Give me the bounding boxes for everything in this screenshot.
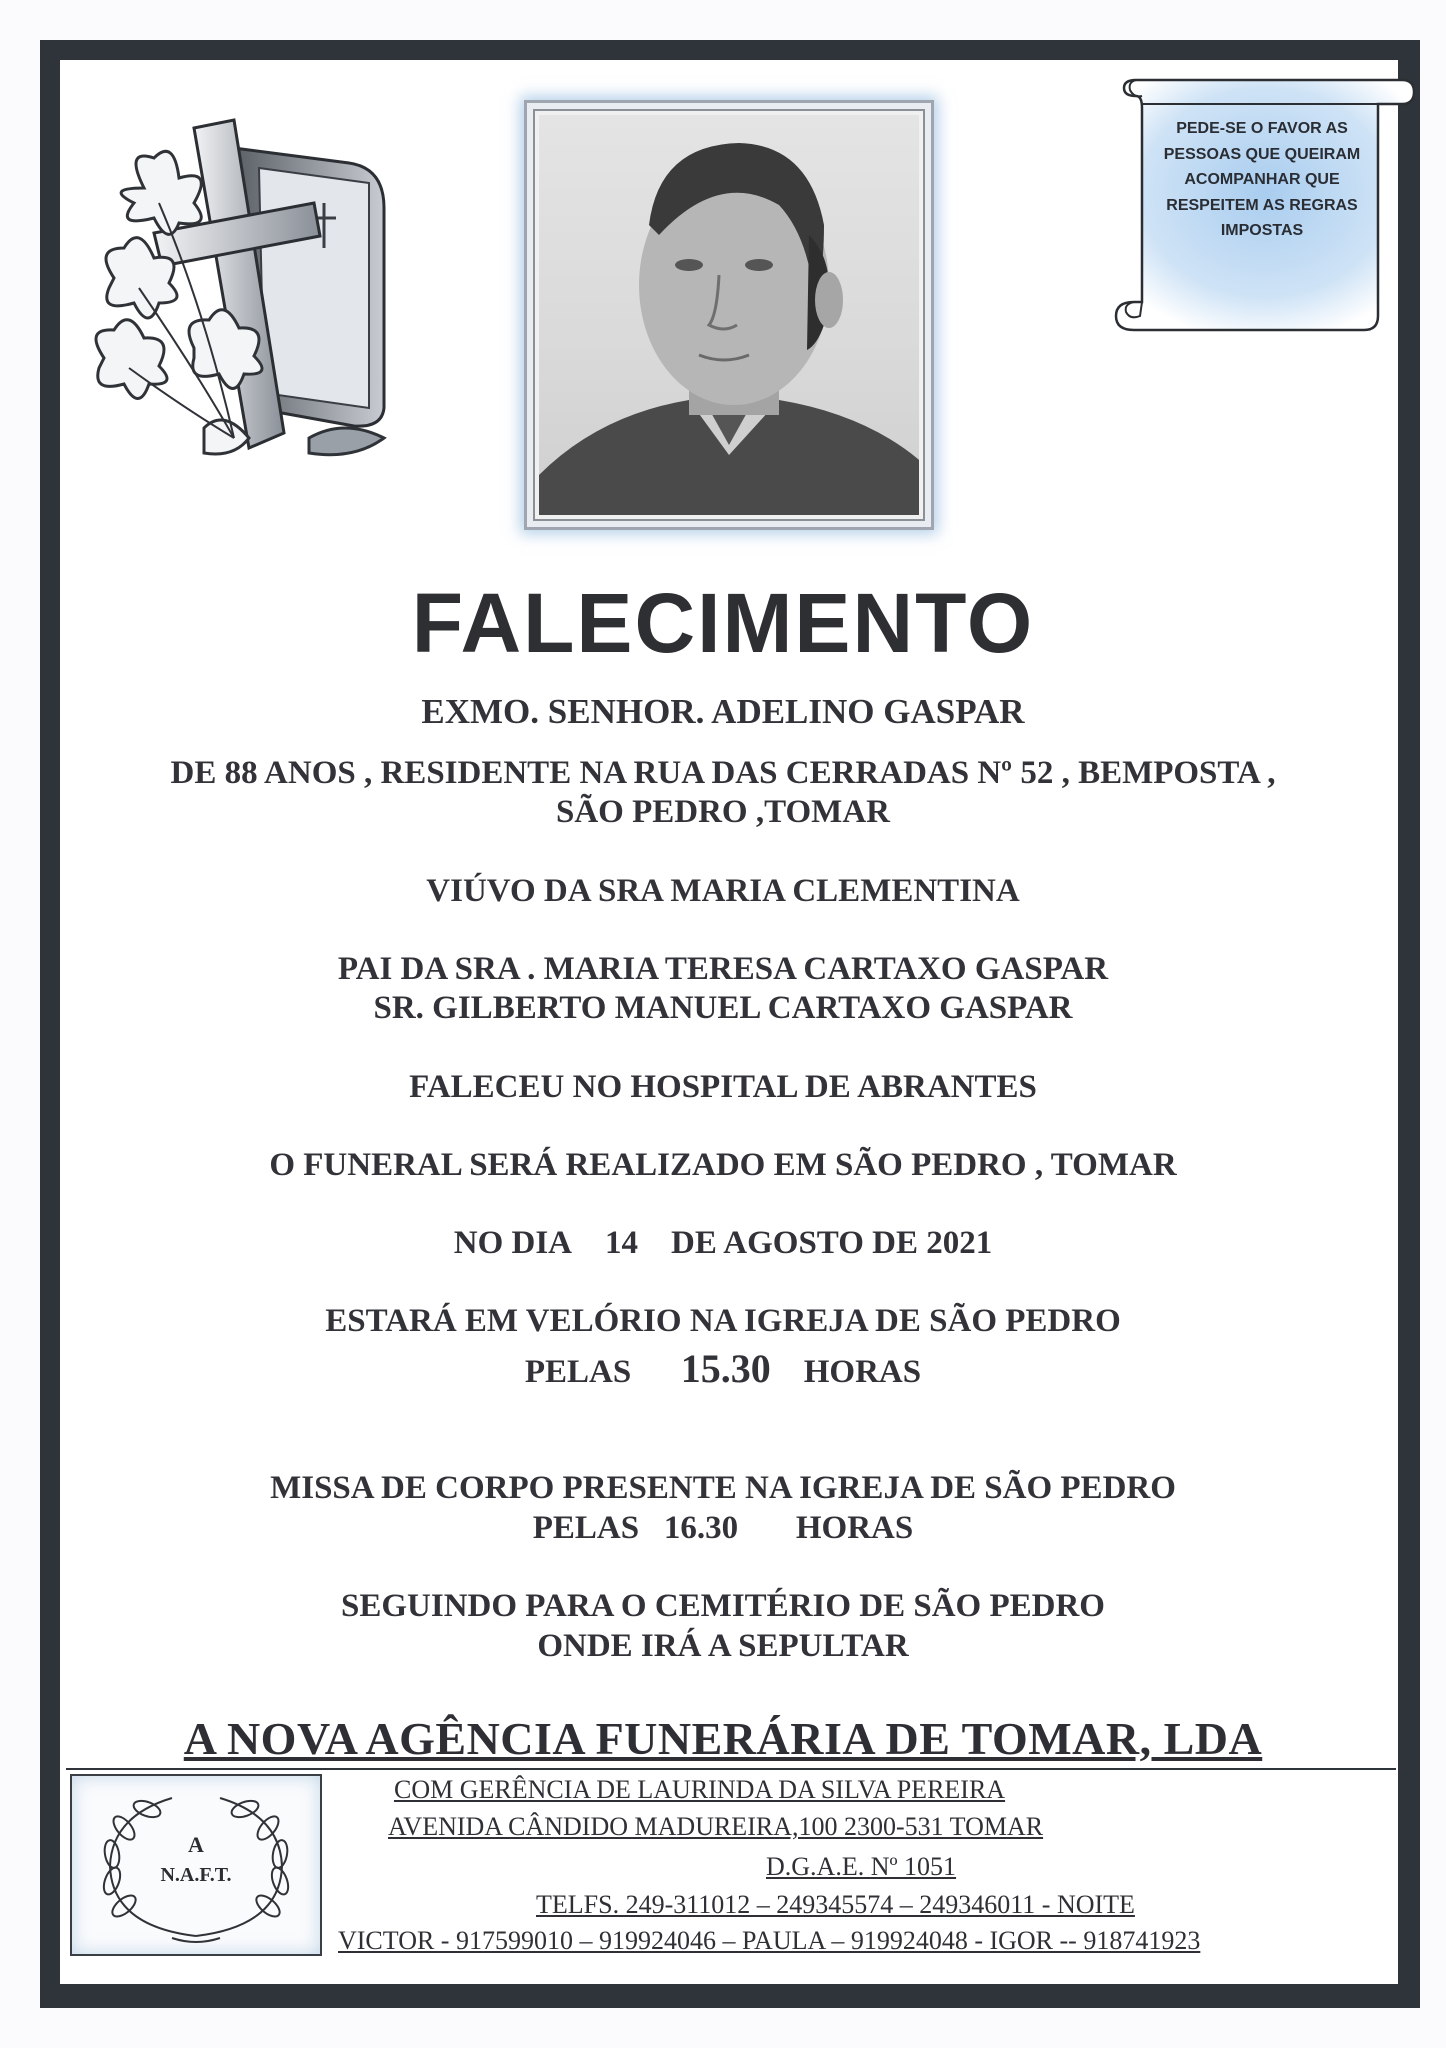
mass-line: MISSA DE CORPO PRESENTE NA IGREJA DE SÃO PEDRO bbox=[270, 1470, 1176, 1506]
funeral-date-suffix: DE AGOSTO DE 2021 bbox=[671, 1225, 993, 1261]
wake-time bbox=[0, 1345, 1446, 1392]
funeral-date-prefix: NO DIA bbox=[453, 1225, 573, 1261]
burial-line-1: SEGUINDO PARA O CEMITÉRIO DE SÃO PEDRO bbox=[341, 1588, 1105, 1624]
portrait-photo-frame bbox=[524, 100, 934, 530]
company-phones: TELFS. 249-311012 – 249345574 – 249346011 - NOITE bbox=[536, 1890, 1135, 1919]
funeral-day: 14 bbox=[605, 1225, 639, 1261]
burial-line-2: ONDE IRÁ A SEPULTAR bbox=[537, 1628, 909, 1664]
company-management: COM GERÊNCIA DE LAURINDA DA SILVA PEREIRA bbox=[394, 1775, 1006, 1804]
father-line-1: PAI DA SRA . MARIA TERESA CARTAXO GASPAR bbox=[337, 951, 1109, 987]
funeral-location: O FUNERAL SERÁ REALIZADO EM SÃO PEDRO , TOMAR bbox=[269, 1147, 1177, 1183]
portrait-photo bbox=[539, 115, 919, 515]
wake-line: ESTARÁ EM VELÓRIO NA IGREJA DE SÃO PEDRO bbox=[325, 1303, 1121, 1339]
logo-initials: N.A.F.T. bbox=[160, 1864, 232, 1886]
age-residence-line-1: DE 88 ANOS , RESIDENTE NA RUA DAS CERRADAS Nº 52 , BEMPOSTA , bbox=[170, 755, 1276, 791]
portrait-figure bbox=[539, 115, 919, 515]
funeral-date bbox=[0, 1225, 1446, 1262]
mass-time bbox=[0, 1510, 1446, 1547]
cross-lilies-illustration bbox=[84, 108, 424, 488]
company-logo bbox=[70, 1774, 322, 1956]
company-name: A NOVA AGÊNCIA FUNERÁRIA DE TOMAR, LDA bbox=[183, 1713, 1263, 1764]
mass-time-suffix: HORAS bbox=[795, 1510, 914, 1546]
notice-scroll bbox=[1106, 68, 1416, 340]
widower-line: VIÚVO DA SRA MARIA CLEMENTINA bbox=[426, 873, 1020, 909]
mass-time-prefix: PELAS bbox=[532, 1510, 640, 1546]
company-dgae: D.G.A.E. Nº 1051 bbox=[766, 1852, 957, 1881]
place-of-death: FALECEU NO HOSPITAL DE ABRANTES bbox=[409, 1069, 1037, 1105]
wake-time-prefix: PELAS bbox=[524, 1354, 632, 1390]
company-contacts: VICTOR - 917599010 – 919924046 – PAULA – 919924048 - IGOR -- 918741923 bbox=[338, 1926, 1201, 1955]
page-title: FALECIMENTO bbox=[411, 576, 1035, 670]
age-residence-line-2: SÃO PEDRO ,TOMAR bbox=[556, 794, 890, 830]
mass-time-value: 16.30 bbox=[663, 1510, 739, 1546]
wake-time-value: 15.30 bbox=[680, 1346, 771, 1391]
father-line-2: SR. GILBERTO MANUEL CARTAXO GASPAR bbox=[373, 990, 1073, 1026]
deceased-name: EXMO. SENHOR. ADELINO GASPAR bbox=[421, 692, 1025, 731]
wake-time-suffix: HORAS bbox=[803, 1354, 922, 1390]
logo-letter: A bbox=[188, 1832, 204, 1857]
notice-text: PEDE-SE O FAVOR AS PESSOAS QUE QUEIRAM ACOMPANHAR QUE RESPEITEM AS REGRAS IMPOSTAS bbox=[1163, 120, 1361, 239]
company-address: AVENIDA CÂNDIDO MADUREIRA,100 2300-531 TOMAR bbox=[388, 1812, 1044, 1841]
